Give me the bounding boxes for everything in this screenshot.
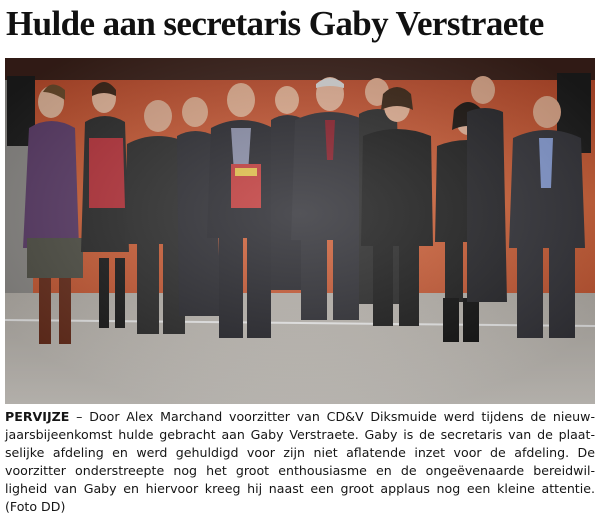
- caption-line-3: selijke afdeling en werd gehuldigd voor zijn niet aflatende inzet voor de afdeling. De: [5, 445, 595, 460]
- dateline: PERVIJZE: [5, 409, 70, 424]
- caption-line-4: voorzitter onderstreepte nog het groot enthousiasme en de ongeëvenaarde bereidwil-: [5, 463, 595, 478]
- group-photo: [5, 58, 595, 404]
- caption-line-2: jaarsbijeenkomst hulde gebracht aan Gaby Verstraete. Gaby is de secretaris van de plaat-: [5, 427, 595, 442]
- caption-line-5: ligheid van Gaby en hiervoor kreeg hij naast een groot applaus nog een kleine attentie.: [5, 481, 595, 496]
- headline: Hulde aan secretaris Gaby Verstraete: [6, 4, 544, 43]
- caption-text: Door Alex Marchand voorzitter van CD&V Diksmuide werd tijdens de nieuw-: [89, 409, 595, 424]
- caption-line-1: [5, 408, 595, 426]
- photo-caption: [5, 408, 595, 516]
- photo-credit: (Foto DD): [5, 499, 66, 514]
- dateline-dash: –: [69, 409, 90, 424]
